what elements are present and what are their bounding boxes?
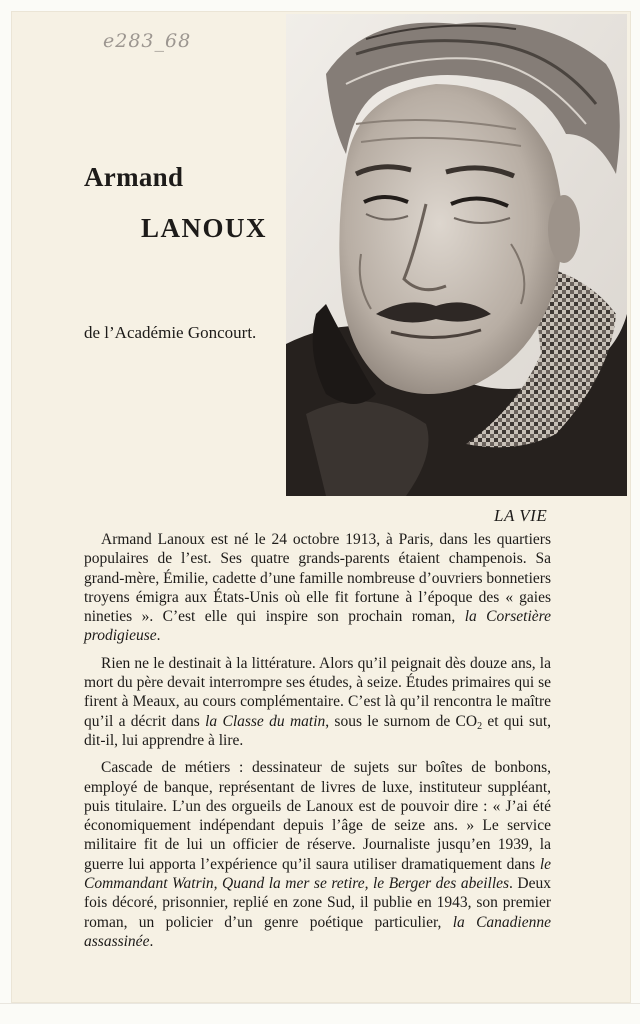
book-title: le Commandant Watrin, Quand la mer se retire, le Berger des abeilles [84, 855, 551, 893]
paragraph-text: Cascade de métiers : dessinateur de sujets sur boîtes de bonbons, employé de banque, représentant de livres de luxe, instituteur suppléant, puis titulaire. L’un des orgueils de Lanoux est de pouvoir dire : « J’ai été économiquement indépendant depuis l’âge de seize ans. » Le service militaire fit de lui un officier de réserve. Journaliste jusqu’en 1939, la guerre lui apporta l’expérience qu’il saura utiliser dramatiquement dans [84, 759, 551, 873]
subscript: 2 [477, 720, 483, 732]
author-portrait [286, 14, 627, 496]
book-title: la Canadienne assassinée [84, 913, 551, 950]
book-title: la Classe du matin [205, 712, 326, 730]
archive-number: e283_68 [103, 30, 192, 52]
paragraph-text: , sous le surnom de CO [325, 712, 478, 730]
book-title: la Corsetière prodigieuse [84, 608, 551, 645]
biography-text [84, 530, 551, 959]
biography-paragraph [84, 530, 551, 646]
page-bottom-edge [0, 1003, 640, 1004]
author-last-name: LANOUX [141, 213, 268, 243]
paragraph-text: Armand Lanoux est né le 24 octobre 1913, à Paris, dans les quartiers populaires de l’est. Ses quatre grands-parents étaient champenois. Sa grand-mère, Émilie, cadette d’une famille nombreuse d’ouvriers bonnetiers troyens émigra aux États-Unis où elle fit fortune à l’époque des « gaies nineties ». C’est elle qui inspire son prochain roman, [84, 531, 551, 626]
author-first-name: Armand [84, 162, 184, 192]
biography-paragraph [84, 758, 551, 951]
paragraph-text: et qui sut, dit-il, lui apprendre à lire. [84, 712, 551, 749]
paragraph-text: Rien ne le destinait à la littérature. Alors qu’il peignait dès douze ans, la mort du père devait interrompre ses études, à seize. Études primaires qui se firent à Meaux, au cours complémentaire. C’est là qu’il rencontra le maître qu’il a décrit dans [84, 654, 551, 730]
paragraph-text: . Deux fois décoré, prisonnier, replié en zone Sud, il publie en 1943, son premier roman, un policier d’un genre poétique particulier, [84, 875, 551, 931]
author-affiliation: de l’Académie Goncourt. [84, 323, 257, 342]
section-title: LA VIE [494, 506, 548, 525]
paragraph-text: . [156, 627, 161, 645]
paragraph-text: . [149, 932, 154, 950]
biography-paragraph [84, 654, 551, 750]
